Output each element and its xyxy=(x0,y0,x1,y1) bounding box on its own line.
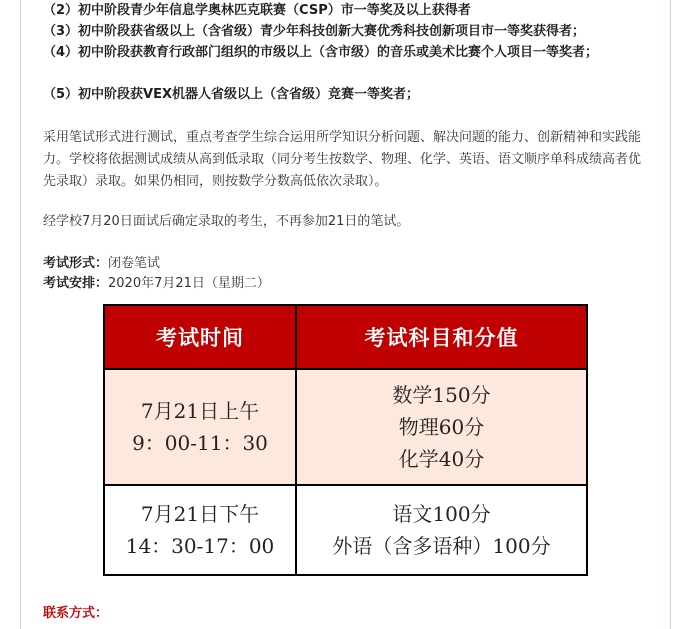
table-row xyxy=(104,369,587,485)
exam-schedule-value: 2020年7月21日（星期二） xyxy=(108,276,270,291)
interview-note-paragraph: 经学校7月20日面试后确定录取的考生，不再参加21日的笔试。 xyxy=(43,214,410,229)
row1-subjects-cell xyxy=(296,369,587,485)
exam-method-paragraph: 采用笔试形式进行测试，重点考查学生综合运用所学知识分析问题、解决问题的能力、创新精神和实践能力。学校将依据测试成绩从高到低录取（同分考生按数学、物理、化学、英语、语文顺序单科成绩高者优先录取）录取。如果仍相同，则按数学分数高低依次录取）。 xyxy=(43,130,642,189)
exam-form-line xyxy=(43,254,160,274)
row1-subject-math: 数学150分 xyxy=(392,383,491,407)
requirement-5: （5）初中阶段获VEX机器人省级以上（含省级）竞赛一等奖者； xyxy=(43,87,420,102)
exam-schedule-line xyxy=(43,274,270,294)
row2-date: 7月21日下午 xyxy=(140,502,260,526)
table-header-row xyxy=(104,305,587,369)
requirement-4: （4）初中阶段获教育行政部门组织的市级以上（含市级）的音乐或美术比赛个人项目一等奖者； xyxy=(43,45,599,60)
row2-hours: 14：30-17：00 xyxy=(125,534,275,558)
row1-subject-physics: 物理60分 xyxy=(398,415,485,439)
header-subjects-scores: 考试科目和分值 xyxy=(296,305,587,369)
header-exam-time: 考试时间 xyxy=(104,305,296,369)
requirement-2: （2）初中阶段青少年信息学奥林匹克联赛（CSP）市一等奖及以上获得者 xyxy=(43,3,471,18)
exam-schedule-table xyxy=(103,304,588,576)
row2-subject-chinese: 语文100分 xyxy=(392,502,491,526)
row1-hours: 9：00-11：30 xyxy=(132,431,268,455)
exam-schedule-label: 考试安排： xyxy=(43,276,109,291)
row1-time-cell xyxy=(104,369,296,485)
row2-subjects-cell xyxy=(296,485,587,575)
row1-date: 7月21日上午 xyxy=(140,399,260,423)
row2-subject-foreign-language: 外语（含多语种）100分 xyxy=(332,534,551,558)
requirement-3: （3）初中阶段获省级以上（含省级）青少年科技创新大赛优秀科技创新项目市一等奖获得者； xyxy=(43,24,586,39)
exam-form-value: 闭卷笔试 xyxy=(108,256,161,271)
contact-label: 联系方式： xyxy=(43,606,109,621)
row1-subject-chemistry: 化学40分 xyxy=(398,447,485,471)
table-row xyxy=(104,485,587,575)
exam-form-label: 考试形式： xyxy=(43,256,109,271)
row2-time-cell xyxy=(104,485,296,575)
